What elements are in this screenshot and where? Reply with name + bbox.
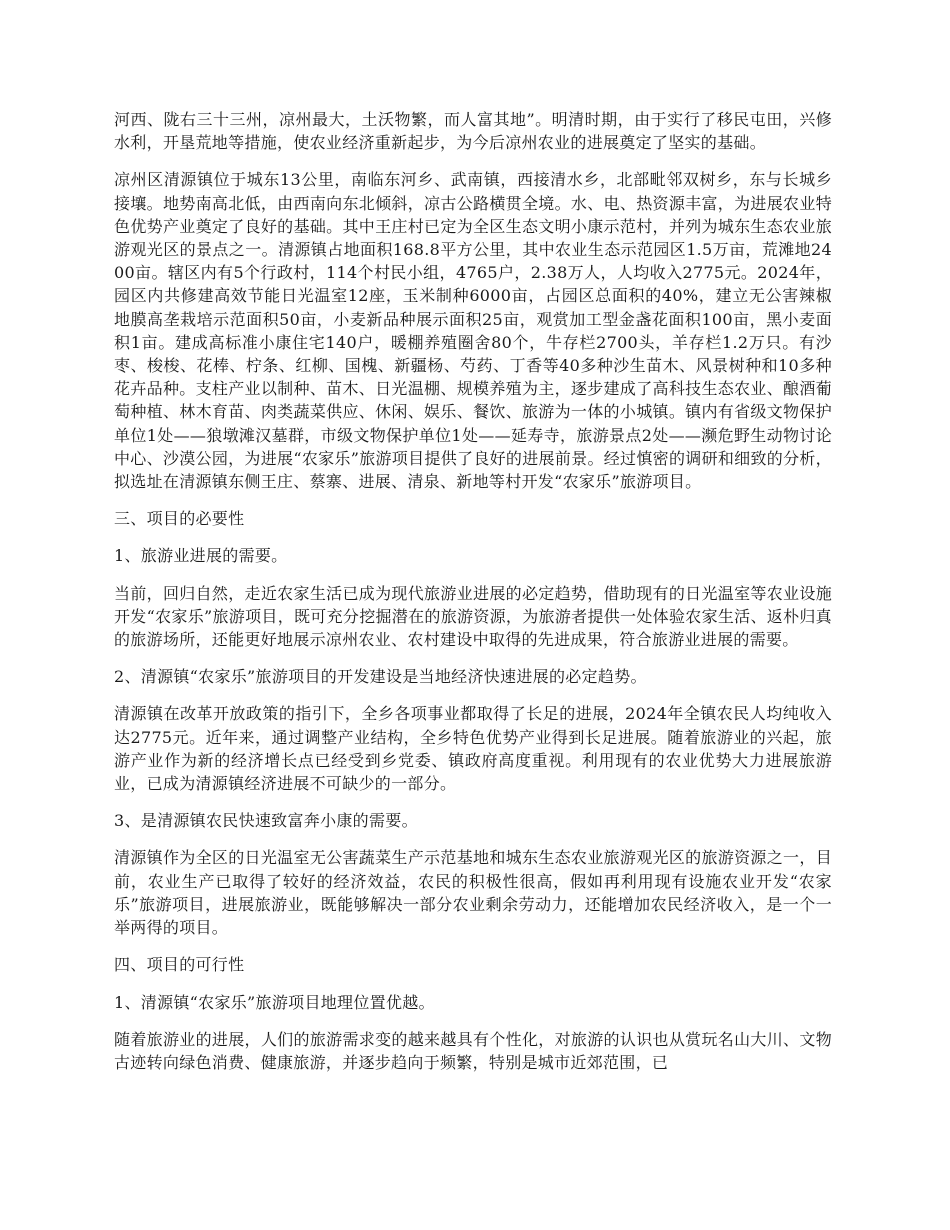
subsection-heading: 2、清源镇“农家乐”旅游项目的开发建设是当地经济快速进展的必定趋势。 <box>114 667 647 687</box>
subsection-heading: 3、是清源镇农民快速致富奔小康的需要。 <box>114 811 418 831</box>
paragraph: 清源镇在改革开放政策的指引下，全乡各项事业都取得了长足的进展，2024年全镇农民人均纯收入达2775元。近年来，通过调整产业结构，全乡特色优势产业得到长足进展。随着旅游业的兴起，旅游产业作为新的经济增长点已经受到乡党委、镇政府高度重视。利用现有的农业优势大力进展旅游业，已成为清源镇经济进展不可缺少的一部分。 <box>114 704 832 794</box>
paragraph: 凉州区清源镇位于城东13公里，南临东河乡、武南镇，西接清水乡，北部毗邻双树乡，东与长城乡接壤。地势南高北低，由西南向东北倾斜，凉古公路横贯全境。水、电、热资源丰富，为进展农业特色优势产业奠定了良好的基础。其中王庄村已定为全区生态文明小康示范村，并列为城东生态农业旅游观光区的景点之一。清源镇占地面积168.8平方公里，其中农业生态示范园区1.5万亩，荒滩地2400亩。辖区内有5个行政村，114个村民小组，4765户，2.38万人，人均收入2775元。2024年，园区内共修建高效节能日光温室12座，玉米制种6000亩，占园区总面积的40%，建立无公害辣椒地膜高垄栽培示范面积50亩，小麦新品种展示面积25亩，观赏加工型金盏花面积100亩，黑小麦面积1亩。建成高标准小康住宅140户，暖棚养殖圈舍80个，牛存栏2700头，羊存栏1.2万只。有沙枣、梭梭、花棒、柠条、红柳、国槐、新疆杨、芍药、丁香等40多种沙生苗木、风景树种和10多种花卉品种。支柱产业以制种、苗木、日光温棚、规模养殖为主，逐步建成了高科技生态农业、酿酒葡萄种植、林木育苗、肉类蔬菜供应、休闲、娱乐、餐饮、旅游为一体的小城镇。镇内有省级文物保护单位1处——狼墩滩汉墓群，市级文物保护单位1处——延寿寺，旅游景点2处——濒危野生动物讨论中心、沙漠公园，为进展“农家乐”旅游项目提供了良好的进展前景。经过慎密的调研和细致的分析，拟选址在清源镇东侧王庄、蔡寨、进展、清泉、新地等村开发“农家乐”旅游项目。 <box>114 170 832 492</box>
section-heading: 四、项目的可行性 <box>114 955 245 975</box>
paragraph: 河西、陇右三十三州，凉州最大，土沃物繁，而人富其地”。明清时期，由于实行了移民屯田，兴修水利，开垦荒地等措施，使农业经济重新起步，为今后凉州农业的进展奠定了坚实的基础。 <box>114 110 832 153</box>
section-heading: 三、项目的必要性 <box>114 509 245 529</box>
paragraph: 当前，回归自然，走近农家生活已成为现代旅游业进展的必定趋势，借助现有的日光温室等农业设施开发“农家乐”旅游项目，既可充分挖掘潜在的旅游资源，为旅游者提供一处体验农家生活、返朴归真的旅游场所，还能更好地展示凉州农业、农村建设中取得的先进成果，符合旅游业进展的需要。 <box>114 583 832 650</box>
subsection-heading: 1、旅游业进展的需要。 <box>114 546 288 566</box>
subsection-heading: 1、清源镇“农家乐”旅游项目地理位置优越。 <box>114 992 435 1012</box>
paragraph: 随着旅游业的进展，人们的旅游需求变的越来越具有个性化，对旅游的认识也从赏玩名山大川、文物古迹转向绿色消费、健康旅游，并逐步趋向于频繁，特别是城市近郊范围，已 <box>114 1029 832 1072</box>
paragraph: 清源镇作为全区的日光温室无公害蔬菜生产示范基地和城东生态农业旅游观光区的旅游资源之一，目前，农业生产已取得了较好的经济效益，农民的积极性很高，假如再利用现有设施农业开发“农家乐”旅游项目，进展旅游业，既能够解决一部分农业剩余劳动力，还能增加农民经济收入，是一个一举两得的项目。 <box>114 848 832 938</box>
